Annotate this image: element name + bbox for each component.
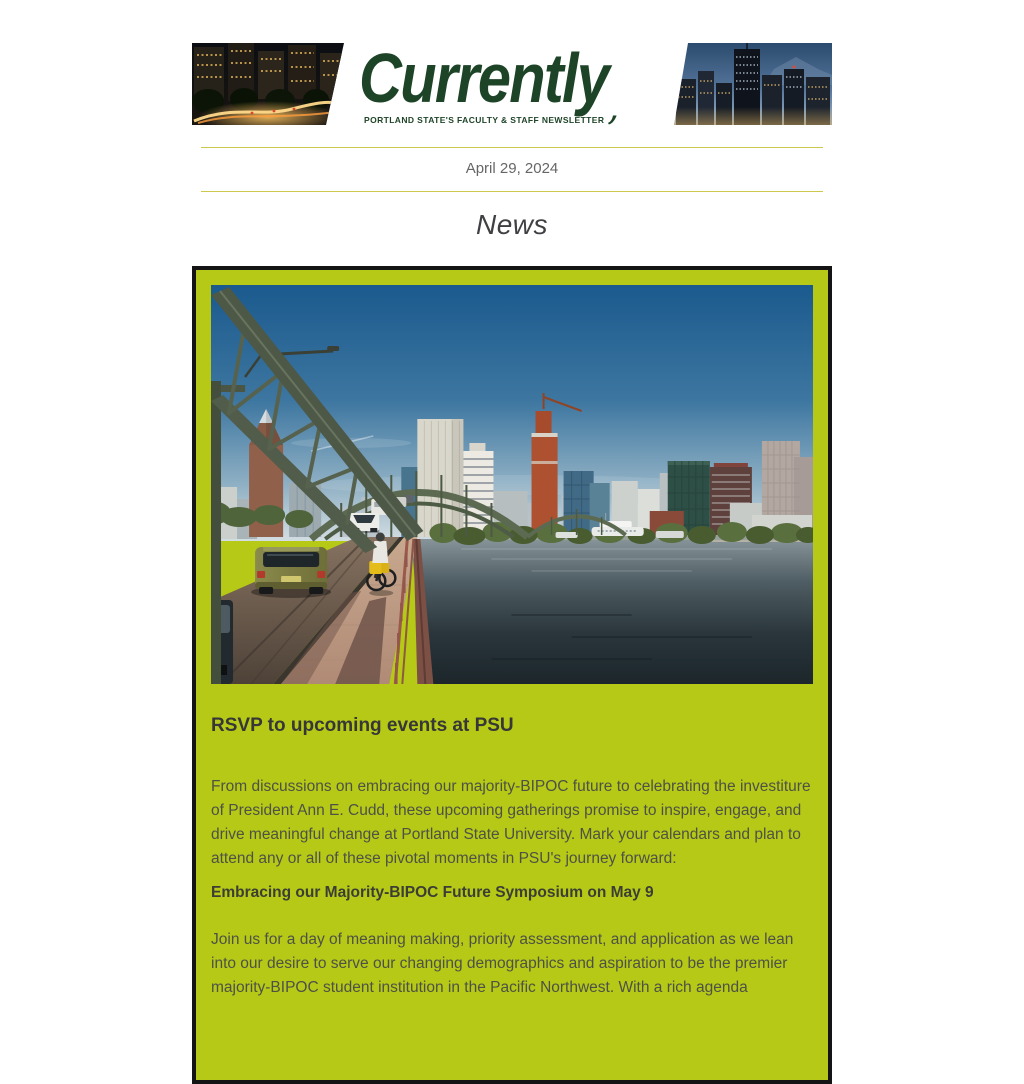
article-title: RSVP to upcoming events at PSU: [211, 715, 514, 736]
article-subheading: Embracing our Majority-BIPOC Future Symposium on May 9: [211, 884, 654, 901]
logo-wordmark: Currently: [359, 38, 609, 117]
logo-tagline: PORTLAND STATE'S FACULTY & STAFF NEWSLETTER: [364, 115, 605, 125]
section-heading-news: News: [475, 209, 548, 240]
article-card: [192, 266, 832, 1084]
dusk-skyline-image: [674, 43, 832, 125]
night-cityscape-image: [192, 43, 344, 125]
article-photo-bridge[interactable]: [211, 285, 813, 684]
masthead: [192, 0, 832, 125]
date-band: [201, 147, 823, 192]
newsletter-logo: [359, 38, 659, 125]
logo-swoosh-icon: [608, 115, 617, 125]
article-paragraph-1: From discussions on embracing our majority-BIPOC future to celebrating the investiture of President Ann E. Cudd, these upcoming gatherings promise to inspire, engage, and drive meaningful change at Portland State University. Mark your calendars and plan to attend any or all of these pivotal moments in PSU's journey forward:: [211, 778, 811, 867]
issue-date: April 29, 2024: [465, 160, 559, 177]
masthead-right-photo: [674, 43, 832, 125]
masthead-left-photo: [192, 43, 344, 125]
article-paragraph-2: Join us for a day of meaning making, priority assessment, and application as we lean into our desire to serve our changing demographics and aspiration to be the premier majority-BIPOC student institution in the Pacific Northwest. With a rich agenda: [211, 931, 794, 996]
bridge-skyline-image: [211, 285, 813, 684]
